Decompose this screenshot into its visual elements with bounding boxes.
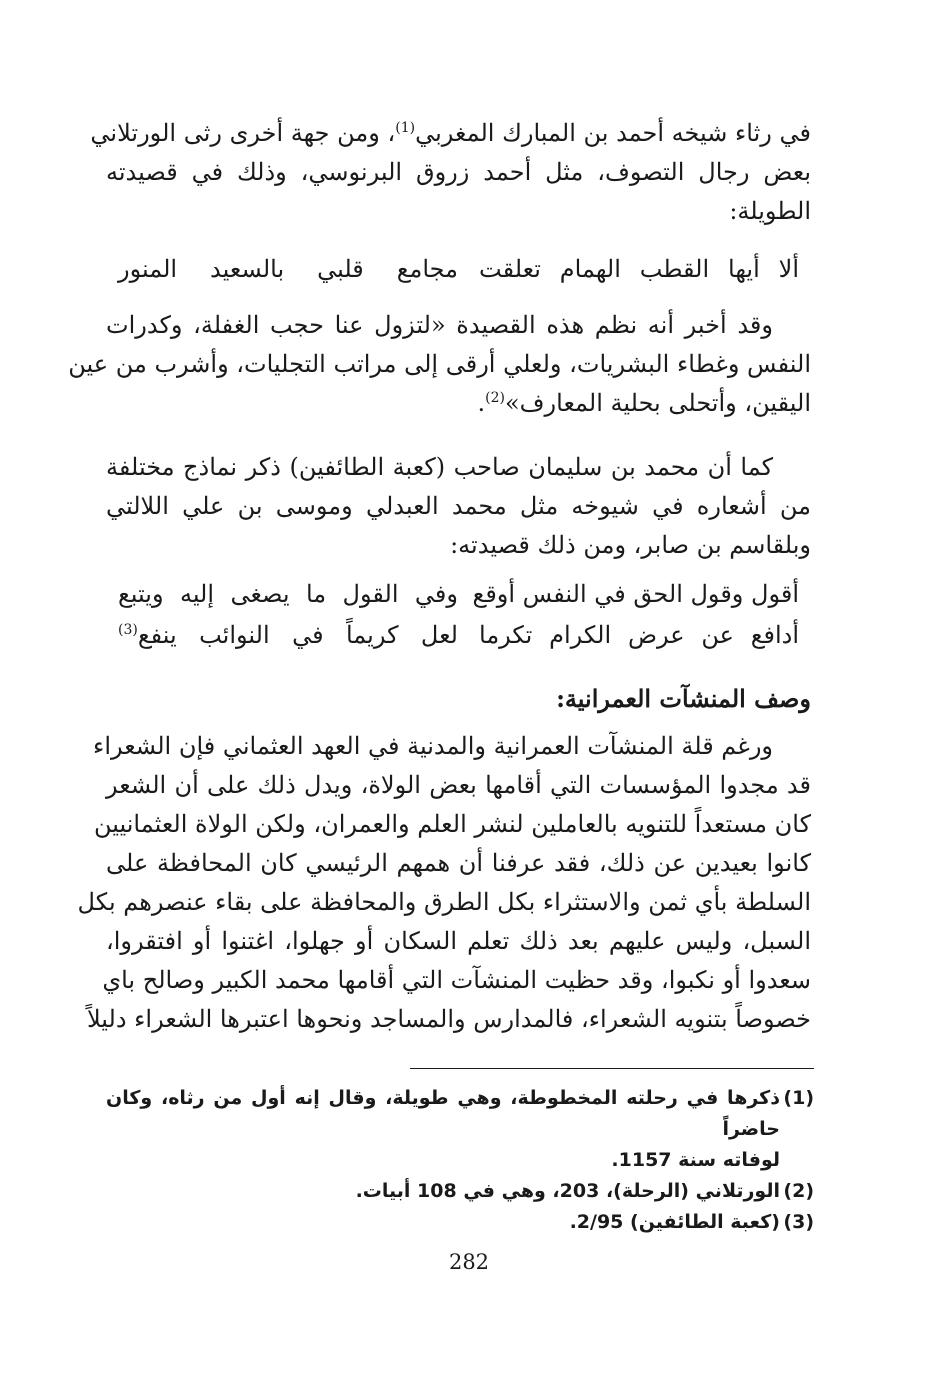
text-line [106, 384, 811, 423]
verse-1 [106, 250, 811, 289]
footnote-ref-1: (1) [395, 120, 416, 136]
footnotes [106, 1083, 814, 1238]
text-line: قد مجدوا المؤسسات التي أقامها بعض الولاة، ويدل ذلك على أن الشعر [106, 771, 811, 799]
verse-row [106, 250, 811, 289]
footnote-1 [106, 1083, 814, 1176]
footnote-number: (3) [783, 1211, 814, 1233]
paragraph-4 [77, 727, 811, 1039]
footnote-text: (كعبة الطائفين) 2/95. [569, 1211, 780, 1233]
hemistich-first: ألا أيها القطب الهمام تعلقت [479, 255, 799, 283]
text-span: لعل كريماً في النوائب ينفع [137, 621, 458, 649]
text-span: اليقين، وأتحلى بحلية المعارف» [504, 389, 811, 417]
footnote-2 [106, 1176, 814, 1207]
text-line [90, 114, 811, 153]
footnote-text [106, 1083, 780, 1176]
hemistich-first: أقول وقول الحق في النفس أوقع [472, 580, 799, 608]
paragraph-1 [90, 114, 811, 231]
text-line: سعدوا أو نكبوا، وقد حظيت المنشآت التي أقامها محمد الكبير وصالح باي [102, 966, 811, 994]
text-line: كانوا بعيدين عن ذلك، فقد عرفنا أن همهم الرئيسي كان المحافظة على [106, 849, 811, 877]
hemistich-first: أدافع عن عرض الكرام تكرما [479, 621, 799, 649]
page-number: 282 [448, 1250, 490, 1274]
footnote-line: لوفاته سنة 1157. [611, 1149, 780, 1171]
text-line: الطويلة: [729, 197, 811, 225]
footnote-divider [410, 1068, 814, 1069]
footnote-3 [106, 1207, 814, 1238]
hemistich-second [106, 616, 458, 655]
hemistich-second: مجامع قلبي بالسعيد المنور [118, 255, 458, 283]
footnote-line: ذكرها في رحلته المخطوطة، وهي طويلة، وقال إنه أول من رثاه، وكان حاضراً [106, 1087, 780, 1140]
paragraph-2 [68, 306, 811, 423]
text-line: خصوصاً بتنويه الشعراء، فالمدارس والمساجد ونحوها اعتبرها الشعراء دليلاً [86, 1005, 811, 1033]
text-line: ورغم قلة المنشآت العمرانية والمدنية في العهد العثماني فإن الشعراء [93, 732, 773, 760]
text-span: في رثاء شيخه أحمد بن المبارك المغربي [415, 119, 811, 147]
hemistich-second: وفي القول ما يصغى إليه ويتبع [118, 580, 458, 608]
footnote-text: الورتلاني (الرحلة)، 203، وهي في 108 أبيات. [355, 1180, 780, 1202]
text-span: ، ومن جهة أخرى رثى الورتلاني [90, 119, 396, 147]
text-line: من أشعاره في شيوخه مثل محمد العبدلي وموسى بن علي اللالتي [106, 492, 811, 520]
footnote-ref-2: (2) [485, 390, 505, 406]
text-line: كما أن محمد بن سليمان صاحب (كعبة الطائفين) ذكر نماذج مختلفة [106, 453, 773, 481]
text-span: . [477, 389, 486, 417]
paragraph-3 [106, 448, 811, 565]
text-line: السلطة بأي ثمن والاستثراء بكل الطرق والمحافظة على بقاء عنصرهم بكل [77, 888, 811, 916]
verse-2 [106, 575, 811, 655]
verse-row [106, 575, 811, 614]
text-line: وقد أخبر أنه نظم هذه القصيدة «لتزول عنا حجب الغفلة، وكدرات [106, 311, 773, 339]
text-line: السبل، وليس عليهم بعد ذلك تعلم السكان أو جهلوا، اغتنوا أو افتقروا، [106, 927, 811, 955]
footnote-number: (1) [783, 1087, 814, 1109]
footnote-ref-3: (3) [118, 622, 138, 638]
verse-row [106, 616, 811, 655]
section-heading: وصف المنشآت العمرانية: [556, 684, 811, 713]
text-line: وبلقاسم بن صابر، ومن ذلك قصيدته: [450, 531, 811, 559]
text-line: النفس وغطاء البشريات، ولعلي أرقى إلى مراتب التجليات، وأشرب من عين [68, 350, 811, 378]
text-line: كان مستعداً للتنويه بالعاملين لنشر العلم والعمران، ولكن الولاة العثمانيين [93, 810, 811, 838]
text-line: بعض رجال التصوف، مثل أحمد زروق البرنوسي، وذلك في قصيدته [106, 158, 811, 186]
footnote-number: (2) [783, 1180, 814, 1202]
